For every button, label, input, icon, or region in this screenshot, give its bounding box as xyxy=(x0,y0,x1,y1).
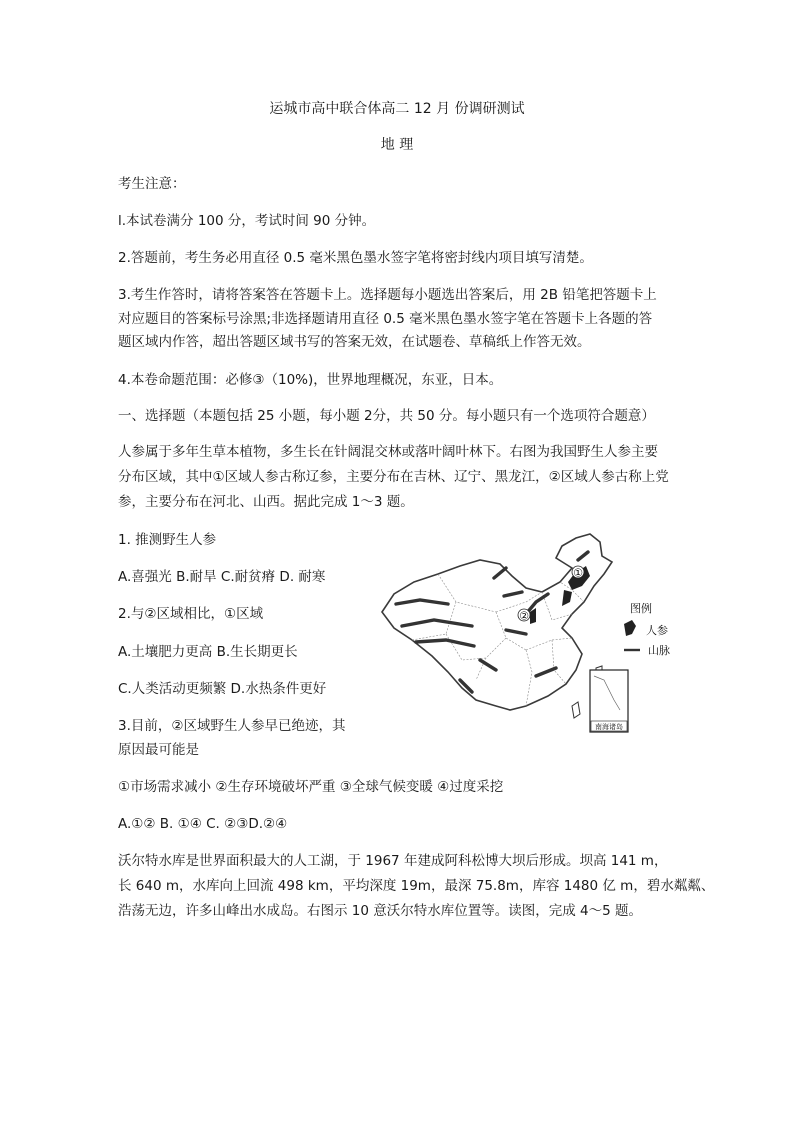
legend-mountain-label: 山脉 xyxy=(648,644,670,657)
notice-item-3-line-2: 对应题目的答案标号涂黑;非选择题请用直径 0.5 毫米黑色墨水签字笔在答题卡上各题的答 xyxy=(118,311,653,327)
notice-item-1: l.本试卷满分 100 分，考试时间 90 分钟。 xyxy=(118,213,376,229)
q3-options: A.①② B. ①④ C. ②③D.②④ xyxy=(118,816,288,832)
marker-2-label: ② xyxy=(519,609,529,623)
passage2-line-1: 沃尔特水库是世界面积最大的人工湖，于 1967 年建成阿科松博大坝后形成。坝高 141 m， xyxy=(118,853,668,869)
subject-title: 地 理 xyxy=(380,137,414,153)
notice-item-4: 4.本卷命题范围：必修③（10%)，世界地理概况，东亚，日本。 xyxy=(118,372,503,388)
legend-title: 图例 xyxy=(630,602,652,615)
section-heading: 一、选择题（本题包括 25 小题，每小题 2分，共 50 分。每小题只有一个选项符合题意） xyxy=(118,408,655,424)
exam-title: 运城市高中联合体高二 12 月 份调研测试 xyxy=(269,101,525,117)
q3-stem-line-1: 3.目前，②区域野生人参早已绝迹，其 xyxy=(118,718,346,734)
q2-options-ab: A.土壤肥力更高 B.生长期更长 xyxy=(118,644,298,660)
passage1-line-3: 参，主要分布在河北、山西。据此完成 1～3 题。 xyxy=(118,494,414,510)
q2-stem: 2.与②区域相比，①区域 xyxy=(118,606,264,622)
passage1-line-2: 分布区域，其中①区域人参古称辽参，主要分布在吉林、辽宁、黑龙江，②区域人参古称上党 xyxy=(118,469,669,485)
legend-ginseng-label: 人参 xyxy=(646,624,668,637)
q3-stem-line-2: 原因最可能是 xyxy=(118,742,199,758)
passage2-line-3: 浩荡无边，许多山峰出水成岛。右图示 10 意沃尔特水库位置等。读图，完成 4～5 题。 xyxy=(118,903,643,919)
marker-1-label: ① xyxy=(573,566,583,580)
notice-item-3-line-3: 题区域内作答，超出答题区域书写的答案无效，在试题卷、草稿纸上作答无效。 xyxy=(118,334,591,350)
notice-item-2: 2.答题前，考生务必用直径 0.5 毫米黑色墨水签字笔将密封线内项目填写清楚。 xyxy=(118,250,593,266)
q1-stem: 1. 推测野生人参 xyxy=(118,532,217,548)
inset-label: 南海诸岛 xyxy=(595,723,623,731)
passage2-line-2: 长 640 m，水库向上回流 498 km，平均深度 19m，最深 75.8m，库容 1480 亿 m，碧水粼粼、 xyxy=(118,878,715,894)
notice-heading: 考生注意： xyxy=(118,176,186,192)
q1-options: A.喜强光 B.耐旱 C.耐贫瘠 D. 耐寒 xyxy=(118,569,326,585)
notice-item-3-line-1: 3.考生作答时，请将答案答在答题卡上。选择题每小题选出答案后，用 2B 铅笔把答题卡上 xyxy=(118,287,657,303)
q2-options-cd: C.人类活动更频繁 D.水热条件更好 xyxy=(118,681,327,697)
china-map-figure xyxy=(376,530,682,738)
passage1-line-1: 人参属于多年生草本植物，多生长在针阔混交林或落叶阔叶林下。右图为我国野生人参主要 xyxy=(118,444,658,460)
ginseng-distribution-map xyxy=(376,530,682,738)
q3-statements: ①市场需求减小 ②生存环境破坏严重 ③全球气候变暖 ④过度采挖 xyxy=(118,779,504,795)
